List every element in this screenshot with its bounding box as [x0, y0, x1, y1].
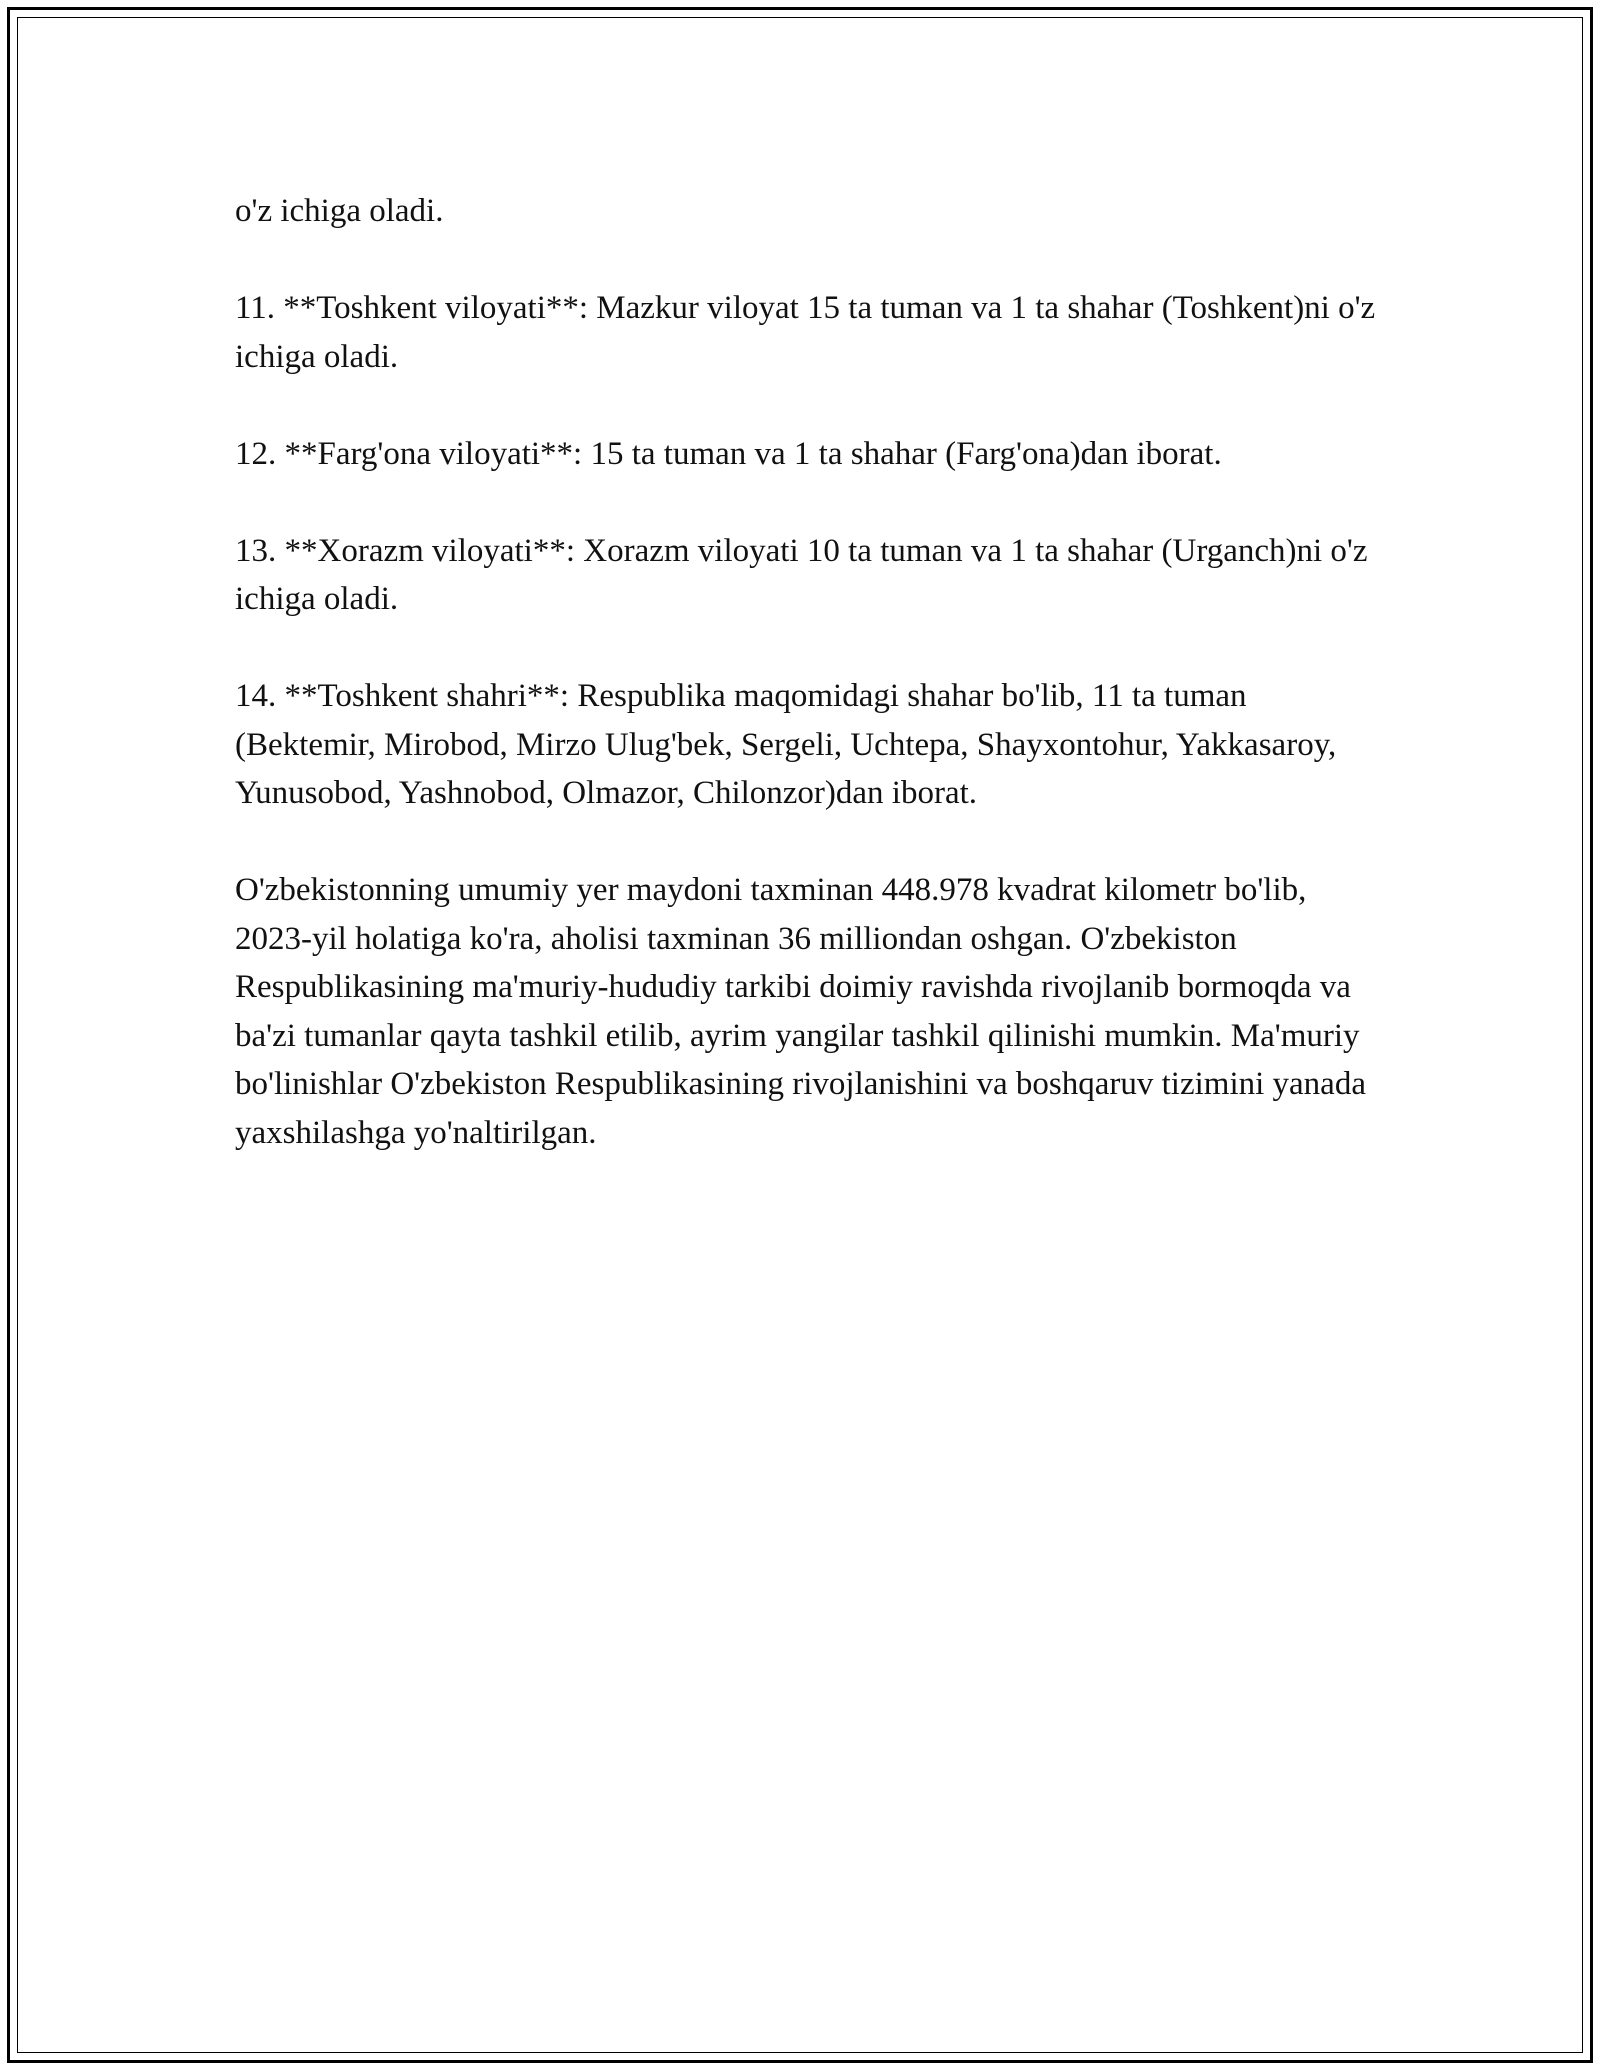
- paragraph-summary: O'zbekistonning umumiy yer maydoni taxminan 448.978 kvadrat kilometr bo'lib, 2023-yil holatiga ko'ra, aholisi taxminan 36 milliondan oshgan. O'zbekiston Respublikasining ma'muriy-hududiy tarkibi doimiy ravishda rivojlanib bormoqda va ba'zi tumanlar qayta tashkil etilib, ayrim yangilar tashkil qilinishi mumkin. Ma'muriy bo'linishlar O'zbekiston Respublikasining rivojlanishini va boshqaruv tizimini yanada yaxshilashga yo'naltirilgan.: [235, 872, 1366, 1151]
- list-item-toshkent-shahri: 14. **Toshkent shahri**: Respublika maqomidagi shahar bo'lib, 11 ta tuman (Bektemir, Mirobod, Mirzo Ulug'bek, Sergeli, Uchtepa, Shayxontohur, Yakkasaroy, Yunusobod, Yashnobod, Olmazor, Chilonzor)dan iborat.: [235, 678, 1337, 811]
- paragraph-continuation: o'z ichiga oladi.: [235, 193, 444, 229]
- list-item-fargona-viloyati: 12. **Farg'ona viloyati**: 15 ta tuman va 1 ta shahar (Farg'ona)dan iborat.: [235, 435, 1222, 472]
- document-body: [235, 187, 1385, 1157]
- list-item-toshkent-viloyati: 11. **Toshkent viloyati**: Mazkur viloyat 15 ta tuman va 1 ta shahar (Toshkent)ni o'z ichiga oladi.: [235, 290, 1376, 375]
- list-item-xorazm-viloyati: 13. **Xorazm viloyati**: Xorazm viloyati 10 ta tuman va 1 ta shahar (Urganch)ni o'z ichiga oladi.: [235, 532, 1368, 617]
